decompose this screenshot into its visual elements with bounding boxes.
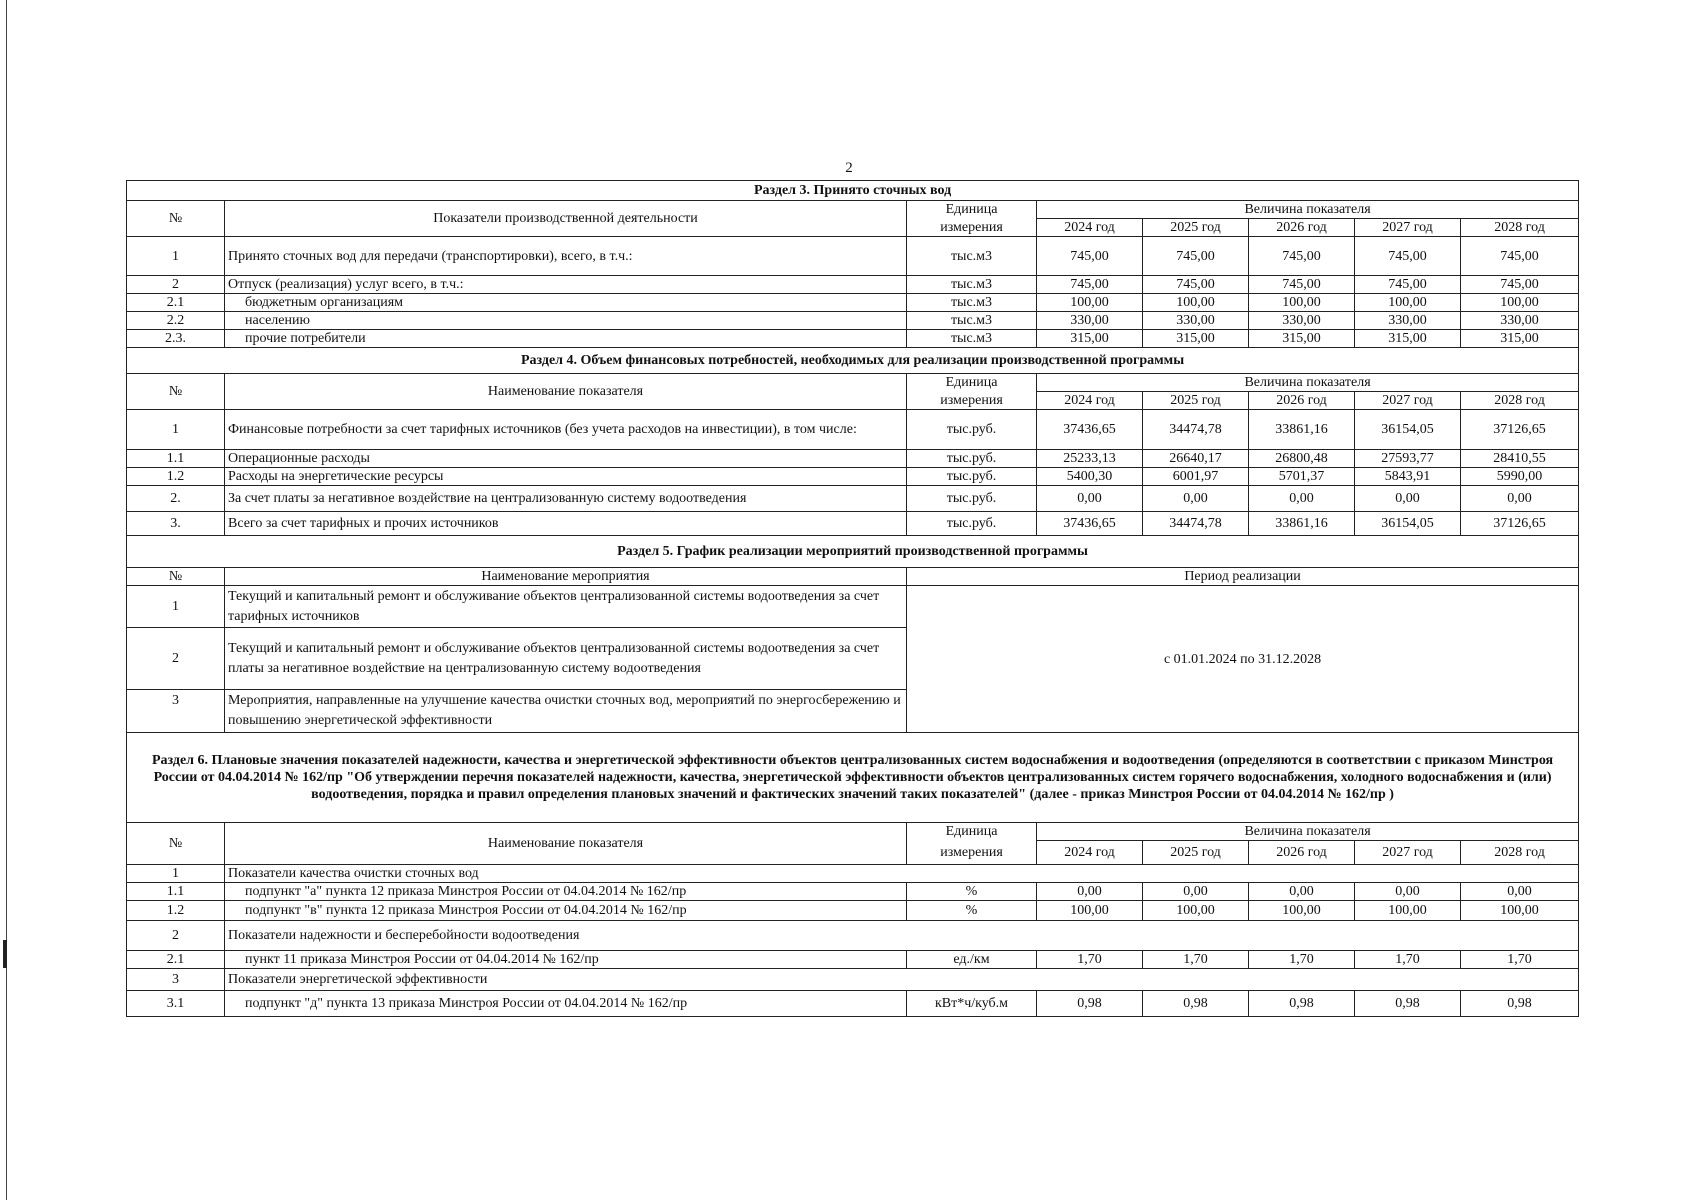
table-row <box>127 312 1579 330</box>
row-number: 1 <box>127 410 225 450</box>
row-value: 5400,30 <box>1037 468 1143 486</box>
section3-header-unit-2: измерения <box>907 219 1037 237</box>
row-number: 2 <box>127 276 225 294</box>
row-number: 3 <box>127 690 225 733</box>
row-value: 5990,00 <box>1461 468 1579 486</box>
row-value: 745,00 <box>1143 276 1249 294</box>
row-name: бюджетным организациям <box>225 294 907 312</box>
row-name: Операционные расходы <box>225 450 907 468</box>
row-value: 330,00 <box>1143 312 1249 330</box>
row-value: 34474,78 <box>1143 410 1249 450</box>
row-value: 0,98 <box>1037 991 1143 1017</box>
row-value: 26640,17 <box>1143 450 1249 468</box>
table-row <box>127 276 1579 294</box>
row-name: подпункт "а" пункта 12 приказа Минстроя России от 04.04.2014 № 162/пр <box>225 883 907 901</box>
year-header: 2028 год <box>1461 392 1579 410</box>
section5-header-name: Наименование мероприятия <box>225 568 907 586</box>
row-value: 745,00 <box>1037 237 1143 276</box>
row-value: 745,00 <box>1249 276 1355 294</box>
row-value: 0,00 <box>1037 883 1143 901</box>
section4-header-unit-2: измерения <box>907 392 1037 410</box>
table-row <box>127 883 1579 901</box>
row-unit: тыс.м3 <box>907 237 1037 276</box>
row-name: Показатели энергетической эффективности <box>225 969 1579 991</box>
year-header: 2027 год <box>1355 219 1461 237</box>
row-name: Отпуск (реализация) услуг всего, в т.ч.: <box>225 276 907 294</box>
section6-header-value: Величина показателя <box>1037 823 1579 841</box>
row-number: 2. <box>127 486 225 512</box>
section3-title: Раздел 3. Принято сточных вод <box>127 181 1579 201</box>
year-header: 2028 год <box>1461 219 1579 237</box>
row-unit: тыс.м3 <box>907 312 1037 330</box>
table-row <box>127 410 1579 450</box>
row-value: 0,00 <box>1143 486 1249 512</box>
page-margin-line <box>6 0 7 1200</box>
group-row <box>127 969 1579 991</box>
section4-header-unit-1: Единица <box>907 374 1037 392</box>
row-unit: тыс.руб. <box>907 450 1037 468</box>
row-value: 315,00 <box>1143 330 1249 348</box>
row-unit: % <box>907 901 1037 921</box>
table-row <box>127 450 1579 468</box>
table-row <box>127 512 1579 536</box>
year-header: 2026 год <box>1249 219 1355 237</box>
row-number: 3 <box>127 969 225 991</box>
row-name: Мероприятия, направленные на улучшение качества очистки сточных вод, мероприятий по энергосбережению и повышению энергетической эффективности <box>225 690 907 733</box>
row-value: 1,70 <box>1143 951 1249 969</box>
table-row <box>127 294 1579 312</box>
table-row <box>127 991 1579 1017</box>
row-value: 28410,55 <box>1461 450 1579 468</box>
section5-title: Раздел 5. График реализации мероприятий производственной программы <box>127 536 1579 568</box>
row-value: 315,00 <box>1249 330 1355 348</box>
row-value: 5701,37 <box>1249 468 1355 486</box>
row-value: 37436,65 <box>1037 410 1143 450</box>
section5-header-period: Период реализации <box>907 568 1579 586</box>
row-unit: тыс.м3 <box>907 330 1037 348</box>
page-margin-mark <box>3 940 7 968</box>
section4-header-value: Величина показателя <box>1037 374 1579 392</box>
section6-title: Раздел 6. Плановые значения показателей надежности, качества и энергетической эффективности объектов централизованных систем водоснабжения и водоотведения (определяются в соответствии с приказом Минстроя России от 04.04.2014 № 162/пр "Об утверждении перечня показателей надежности, качества, энергетической эффективности объектов централизованных систем горячего водоснабжения, холодного водоснабжения и (или) водоотведения, порядка и правил определения плановых значений и фактических значений таких показателей" (далее - приказ Минстроя России от 04.04.2014 № 162/пр ) <box>127 733 1579 823</box>
section3-header-name: Показатели производственной деятельности <box>225 201 907 237</box>
row-name: Расходы на энергетические ресурсы <box>225 468 907 486</box>
row-value: 100,00 <box>1355 294 1461 312</box>
section6-header-name: Наименование показателя <box>225 823 907 865</box>
row-value: 1,70 <box>1461 951 1579 969</box>
row-number: 2.3. <box>127 330 225 348</box>
row-value: 100,00 <box>1355 901 1461 921</box>
row-value: 0,00 <box>1249 486 1355 512</box>
row-name: Показатели надежности и бесперебойности водоотведения <box>225 921 1579 951</box>
section5-header-no: № <box>127 568 225 586</box>
row-unit: тыс.руб. <box>907 486 1037 512</box>
section6-header-no: № <box>127 823 225 865</box>
table-row <box>127 586 1579 628</box>
year-header: 2027 год <box>1355 392 1461 410</box>
row-value: 745,00 <box>1461 237 1579 276</box>
row-value: 315,00 <box>1355 330 1461 348</box>
row-number: 2 <box>127 921 225 951</box>
row-unit: ед./км <box>907 951 1037 969</box>
row-number: 1.1 <box>127 450 225 468</box>
year-header: 2028 год <box>1461 841 1579 865</box>
row-value: 100,00 <box>1461 901 1579 921</box>
row-value: 36154,05 <box>1355 512 1461 536</box>
row-unit: тыс.м3 <box>907 276 1037 294</box>
row-value: 25233,13 <box>1037 450 1143 468</box>
year-header: 2024 год <box>1037 219 1143 237</box>
row-value: 0,00 <box>1037 486 1143 512</box>
row-number: 1.2 <box>127 468 225 486</box>
row-name: населению <box>225 312 907 330</box>
row-number: 1 <box>127 865 225 883</box>
row-unit: тыс.м3 <box>907 294 1037 312</box>
row-name: За счет платы за негативное воздействие на централизованную систему водоотведения <box>225 486 907 512</box>
row-number: 1.1 <box>127 883 225 901</box>
row-value: 36154,05 <box>1355 410 1461 450</box>
section4-header-name: Наименование показателя <box>225 374 907 410</box>
row-value: 745,00 <box>1355 276 1461 294</box>
row-number: 2.1 <box>127 294 225 312</box>
row-value: 315,00 <box>1461 330 1579 348</box>
table-row <box>127 486 1579 512</box>
section4-header-no: № <box>127 374 225 410</box>
row-name: подпункт "в" пункта 12 приказа Минстроя России от 04.04.2014 № 162/пр <box>225 901 907 921</box>
table-row <box>127 330 1579 348</box>
row-value: 100,00 <box>1249 294 1355 312</box>
row-value: 0,98 <box>1355 991 1461 1017</box>
row-value: 34474,78 <box>1143 512 1249 536</box>
row-value: 745,00 <box>1037 276 1143 294</box>
row-number: 1.2 <box>127 901 225 921</box>
row-value: 100,00 <box>1143 901 1249 921</box>
row-value: 0,98 <box>1461 991 1579 1017</box>
row-value: 33861,16 <box>1249 512 1355 536</box>
table-row <box>127 468 1579 486</box>
table-row <box>127 901 1579 921</box>
row-name: пункт 11 приказа Минстроя России от 04.04.2014 № 162/пр <box>225 951 907 969</box>
row-value: 1,70 <box>1037 951 1143 969</box>
row-name: Текущий и капитальный ремонт и обслуживание объектов централизованной системы водоотведения за счет тарифных источников <box>225 586 907 628</box>
table-row <box>127 951 1579 969</box>
row-unit: кВт*ч/куб.м <box>907 991 1037 1017</box>
row-unit: тыс.руб. <box>907 468 1037 486</box>
implementation-period: с 01.01.2024 по 31.12.2028 <box>907 586 1579 733</box>
row-value: 37436,65 <box>1037 512 1143 536</box>
row-name: подпункт "д" пункта 13 приказа Минстроя России от 04.04.2014 № 162/пр <box>225 991 907 1017</box>
row-value: 1,70 <box>1249 951 1355 969</box>
row-value: 0,00 <box>1461 883 1579 901</box>
year-header: 2026 год <box>1249 841 1355 865</box>
year-header: 2025 год <box>1143 841 1249 865</box>
row-number: 2 <box>127 628 225 690</box>
row-value: 0,00 <box>1355 486 1461 512</box>
row-value: 0,00 <box>1249 883 1355 901</box>
section3-header-value: Величина показателя <box>1037 201 1579 219</box>
year-header: 2024 год <box>1037 841 1143 865</box>
table-row <box>127 237 1579 276</box>
section4-title: Раздел 4. Объем финансовых потребностей, необходимых для реализации производственной программы <box>127 348 1579 374</box>
row-number: 1 <box>127 586 225 628</box>
row-value: 330,00 <box>1461 312 1579 330</box>
year-header: 2025 год <box>1143 392 1249 410</box>
row-value: 745,00 <box>1461 276 1579 294</box>
year-header: 2024 год <box>1037 392 1143 410</box>
row-value: 33861,16 <box>1249 410 1355 450</box>
row-value: 100,00 <box>1037 901 1143 921</box>
group-row <box>127 865 1579 883</box>
row-value: 100,00 <box>1037 294 1143 312</box>
row-value: 330,00 <box>1037 312 1143 330</box>
page-number: 2 <box>845 160 853 176</box>
row-number: 1 <box>127 237 225 276</box>
section6-header-unit-1: Единица <box>907 823 1037 841</box>
row-value: 745,00 <box>1249 237 1355 276</box>
row-value: 100,00 <box>1461 294 1579 312</box>
row-value: 100,00 <box>1143 294 1249 312</box>
row-value: 0,00 <box>1355 883 1461 901</box>
row-unit: тыс.руб. <box>907 512 1037 536</box>
row-value: 315,00 <box>1037 330 1143 348</box>
section3-header-no: № <box>127 201 225 237</box>
row-unit: тыс.руб. <box>907 410 1037 450</box>
row-value: 1,70 <box>1355 951 1461 969</box>
row-value: 330,00 <box>1249 312 1355 330</box>
year-header: 2026 год <box>1249 392 1355 410</box>
row-value: 0,98 <box>1143 991 1249 1017</box>
row-value: 0,00 <box>1143 883 1249 901</box>
row-value: 37126,65 <box>1461 512 1579 536</box>
section3-header-unit-1: Единица <box>907 201 1037 219</box>
row-number: 2.2 <box>127 312 225 330</box>
row-value: 0,00 <box>1461 486 1579 512</box>
row-value: 745,00 <box>1143 237 1249 276</box>
row-number: 3. <box>127 512 225 536</box>
row-value: 37126,65 <box>1461 410 1579 450</box>
row-value: 330,00 <box>1355 312 1461 330</box>
year-header: 2027 год <box>1355 841 1461 865</box>
row-unit: % <box>907 883 1037 901</box>
row-number: 2.1 <box>127 951 225 969</box>
section6-header-unit-2: измерения <box>907 841 1037 865</box>
row-name: Всего за счет тарифных и прочих источников <box>225 512 907 536</box>
row-value: 5843,91 <box>1355 468 1461 486</box>
row-number: 3.1 <box>127 991 225 1017</box>
row-value: 0,98 <box>1249 991 1355 1017</box>
group-row <box>127 921 1579 951</box>
row-value: 100,00 <box>1249 901 1355 921</box>
row-value: 745,00 <box>1355 237 1461 276</box>
row-value: 26800,48 <box>1249 450 1355 468</box>
row-name: Финансовые потребности за счет тарифных источников (без учета расходов на инвестиции), в том числе: <box>225 410 907 450</box>
row-name: Текущий и капитальный ремонт и обслуживание объектов централизованной системы водоотведения за счет платы за негативное воздействие на централизованную систему водоотведения <box>225 628 907 690</box>
row-value: 6001,97 <box>1143 468 1249 486</box>
production-program-table <box>126 180 1579 1017</box>
row-value: 27593,77 <box>1355 450 1461 468</box>
row-name: прочие потребители <box>225 330 907 348</box>
year-header: 2025 год <box>1143 219 1249 237</box>
row-name: Принято сточных вод для передачи (транспортировки), всего, в т.ч.: <box>225 237 907 276</box>
row-name: Показатели качества очистки сточных вод <box>225 865 1579 883</box>
